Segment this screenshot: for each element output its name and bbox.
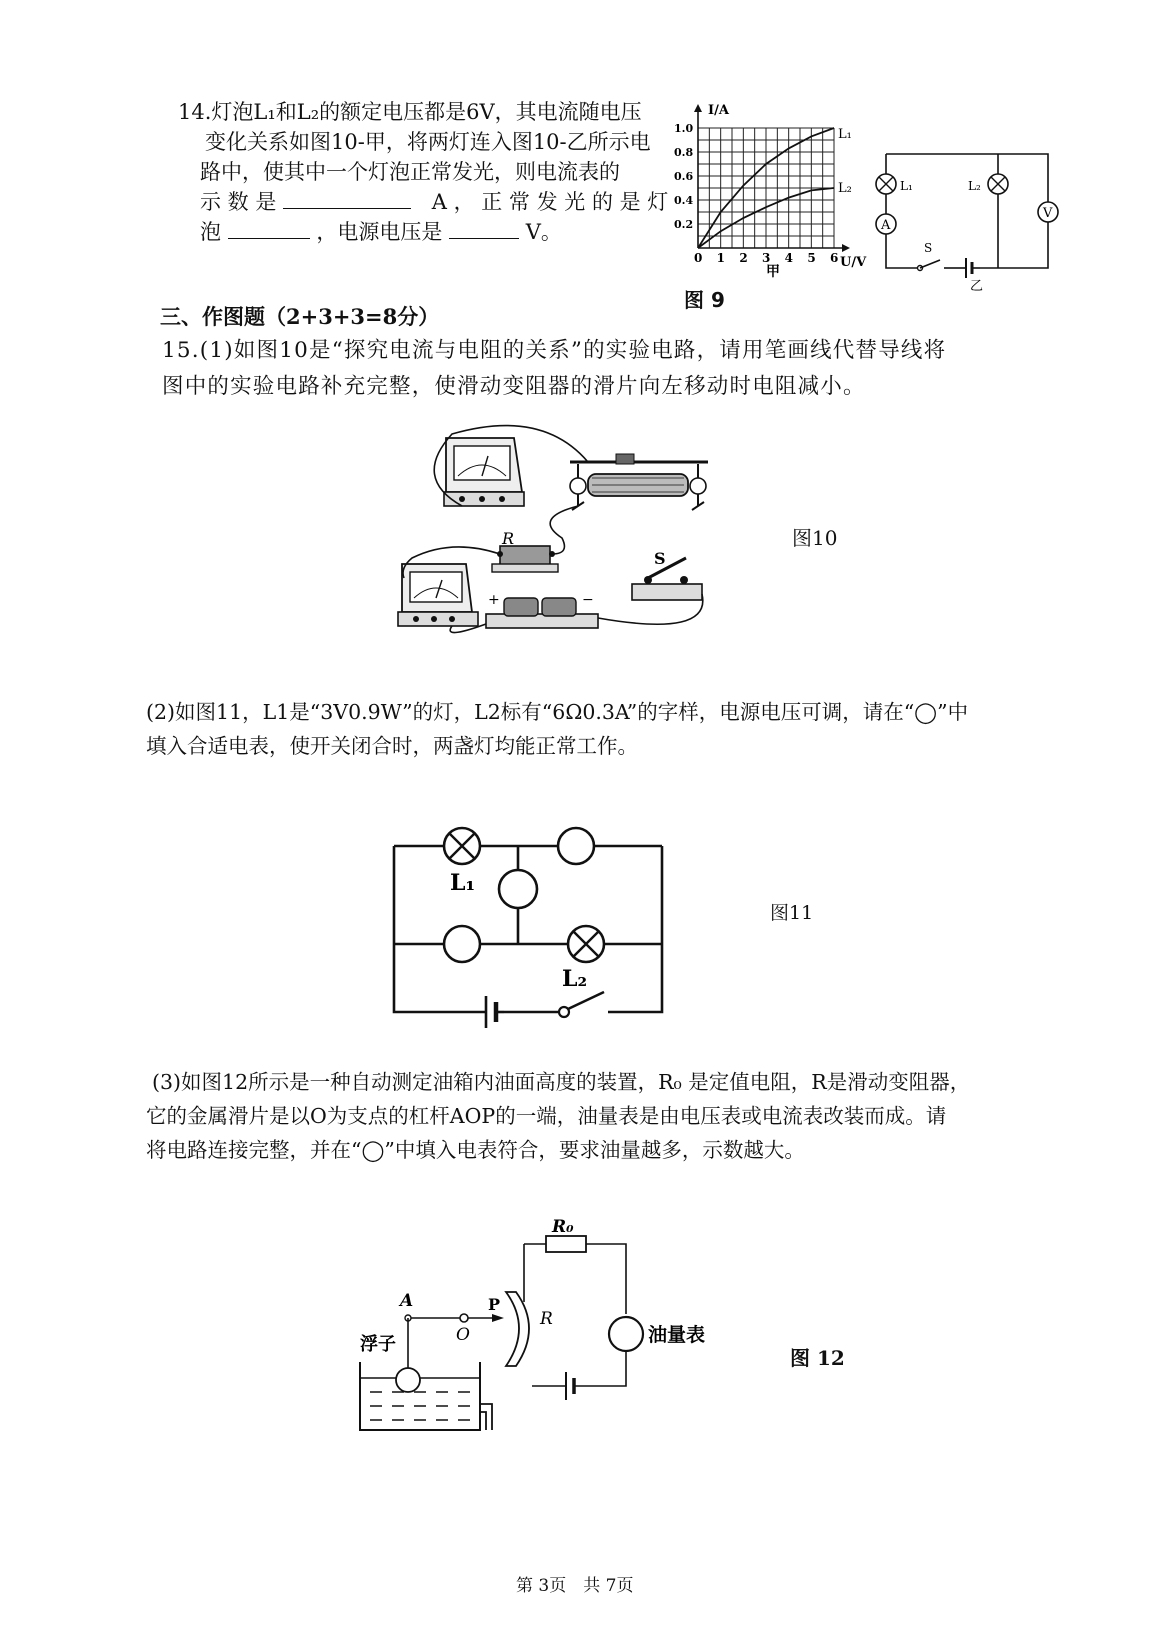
fig11-circuit <box>388 820 678 1020</box>
fig9-caption: 图 9 <box>684 288 725 312</box>
y-axis-arrow <box>694 104 702 112</box>
lamp-l2-label: L₂ <box>968 179 981 193</box>
meter-bottom-icon <box>398 564 478 626</box>
slider-p-label: P <box>488 1295 501 1314</box>
lamp-l1-label: L₁ <box>450 870 476 896</box>
q15-p2-line2: 填入合适电表，使开关闭合时，两盏灯均能正常工作。 <box>146 734 638 758</box>
current-answer-blank[interactable] <box>283 190 411 209</box>
graph-axes <box>694 104 850 252</box>
oil-meter-slot[interactable] <box>609 1317 643 1351</box>
wire-top-right <box>886 154 1048 268</box>
fig12-oil-gauge <box>356 1217 736 1460</box>
q15-p3-line3: 将电路连接完整，并在“◯”中填入电表符合，要求油量越多，示数越大。 <box>146 1138 805 1162</box>
y-tick-label: 0.6 <box>674 170 694 183</box>
q14-line1: 14.灯泡L₁和L₂的额定电压都是6V，其电流随电压 <box>178 100 642 124</box>
x-tick-label: 0 <box>694 251 703 265</box>
q14-lamp-prefix: 泡 <box>200 220 221 244</box>
x-tick-label: 2 <box>739 251 748 265</box>
battery-plus-label: + <box>488 592 500 608</box>
meter-top-icon <box>444 438 524 506</box>
meter-slot-top-right[interactable] <box>558 828 594 864</box>
lamp-l2-label: L₂ <box>562 966 588 992</box>
switch-pivot-icon <box>559 1007 569 1017</box>
section3-title: 三、作图题（2+3+3=8分） <box>160 304 440 329</box>
curve1-label: L₁ <box>838 127 852 142</box>
fig11-caption: 图11 <box>770 902 814 924</box>
oil-hatching <box>370 1392 470 1420</box>
q15-p1-line1: 15.(1)如图10是“探究电流与电阻的关系”的实验电路，请用笔画线代替导线将 <box>162 338 947 363</box>
x-axis-label: U/V <box>840 255 867 270</box>
x-tick-label: 3 <box>762 251 771 265</box>
wire-left <box>886 154 920 268</box>
x-tick-label: 4 <box>784 251 794 265</box>
y-tick-label: 0.8 <box>674 146 694 159</box>
switch-s-label: S <box>654 549 666 568</box>
rheostat-icon <box>570 454 708 510</box>
q14-line4 <box>200 190 668 215</box>
x-axis-arrow <box>842 244 850 252</box>
x-tick-label: 6 <box>830 251 839 265</box>
q14-current-label: 示 数 是 <box>200 190 277 214</box>
meter-slot-bottom-left[interactable] <box>444 926 480 962</box>
wire-rheostat-resistor <box>550 506 578 554</box>
switch-blade-icon <box>568 992 604 1009</box>
q15-p2-line1: (2)如图11，L1是“3V0.9W”的灯，L2标有“6Ω0.3A”的字样，电源电压可调，请在“◯”中 <box>146 700 969 724</box>
fig10-apparatus <box>392 418 712 648</box>
voltmeter-label: V <box>1043 206 1053 221</box>
meter-slot-center[interactable] <box>499 870 537 908</box>
page-footer: 第 3页 共 7页 <box>516 1576 634 1596</box>
y-tick-label: 0.4 <box>674 194 694 207</box>
y-axis-label: I/A <box>708 103 729 118</box>
q14-voltage-label: ，电源电压是 <box>316 220 443 244</box>
q14-line3: 路中，使其中一个灯泡正常发光，则电流表的 <box>200 160 620 184</box>
rheostat-label: R <box>540 1309 553 1329</box>
r0-label: R₀ <box>552 1217 574 1237</box>
float-label: 浮子 <box>360 1334 396 1355</box>
q15-p1-line2: 图中的实验电路补充完整，使滑动变阻器的滑片向左移动时电阻减小。 <box>162 374 866 399</box>
q15-p3-line2: 它的金属滑片是以O为支点的杠杆AOP的一端，油量表是由电压表或电流表改装而成。请 <box>146 1104 947 1128</box>
point-a-label: A <box>400 1291 414 1311</box>
curve2-label: L₂ <box>838 181 852 196</box>
lamp-l1-label: L₁ <box>900 179 913 193</box>
fig9-circuit <box>868 148 1058 294</box>
fig9-iu-graph <box>672 100 872 280</box>
ammeter-label: A <box>881 218 891 233</box>
graph-sublabel: 甲 <box>766 264 780 280</box>
voltage-answer-blank[interactable] <box>449 220 519 239</box>
battery-minus-label: − <box>582 592 594 608</box>
switch-label: S <box>924 241 933 255</box>
pivot-o-label: O <box>456 1325 470 1345</box>
r0-resistor-icon <box>546 1236 586 1252</box>
float-icon <box>396 1368 420 1392</box>
circuit-sublabel: 乙 <box>970 279 984 294</box>
fig10-caption: 图10 <box>792 526 838 550</box>
oil-meter-label: 油量表 <box>648 1324 706 1346</box>
y-tick-label: 1.0 <box>674 122 694 135</box>
q14-voltage-unit: V。 <box>525 220 562 244</box>
wire-bottom-right <box>608 846 662 1012</box>
x-tick-label: 5 <box>807 251 816 265</box>
x-tick-label: 1 <box>716 251 726 265</box>
resistor-label: R <box>502 529 515 548</box>
switch-blade-icon <box>920 260 940 268</box>
q15-p3-line1: (3)如图12所示是一种自动测定油箱内油面高度的装置，R₀ 是定值电阻，R是滑动变阻器， <box>152 1070 971 1094</box>
q14-lamp-label: A ， 正 常 发 光 的 是 灯 <box>431 190 669 214</box>
fig12-caption: 图 12 <box>790 1346 845 1370</box>
wire-bottom-left <box>394 846 558 1012</box>
resistor-icon <box>492 546 558 572</box>
knife-switch-icon <box>632 558 702 600</box>
pivot-o-icon <box>460 1314 468 1322</box>
drain-pipe-icon <box>480 1404 492 1430</box>
wire-top <box>524 1244 626 1314</box>
graph-grid <box>698 128 834 248</box>
lamp-answer-blank[interactable] <box>228 220 310 239</box>
q14-line2: 变化关系如图10-甲，将两灯连入图10-乙所示电 <box>205 130 651 154</box>
y-tick-label: 0.2 <box>674 218 694 231</box>
rheostat-arc-icon <box>506 1292 529 1366</box>
q14-line5 <box>200 220 562 245</box>
wire-meter-battery <box>574 1351 626 1386</box>
